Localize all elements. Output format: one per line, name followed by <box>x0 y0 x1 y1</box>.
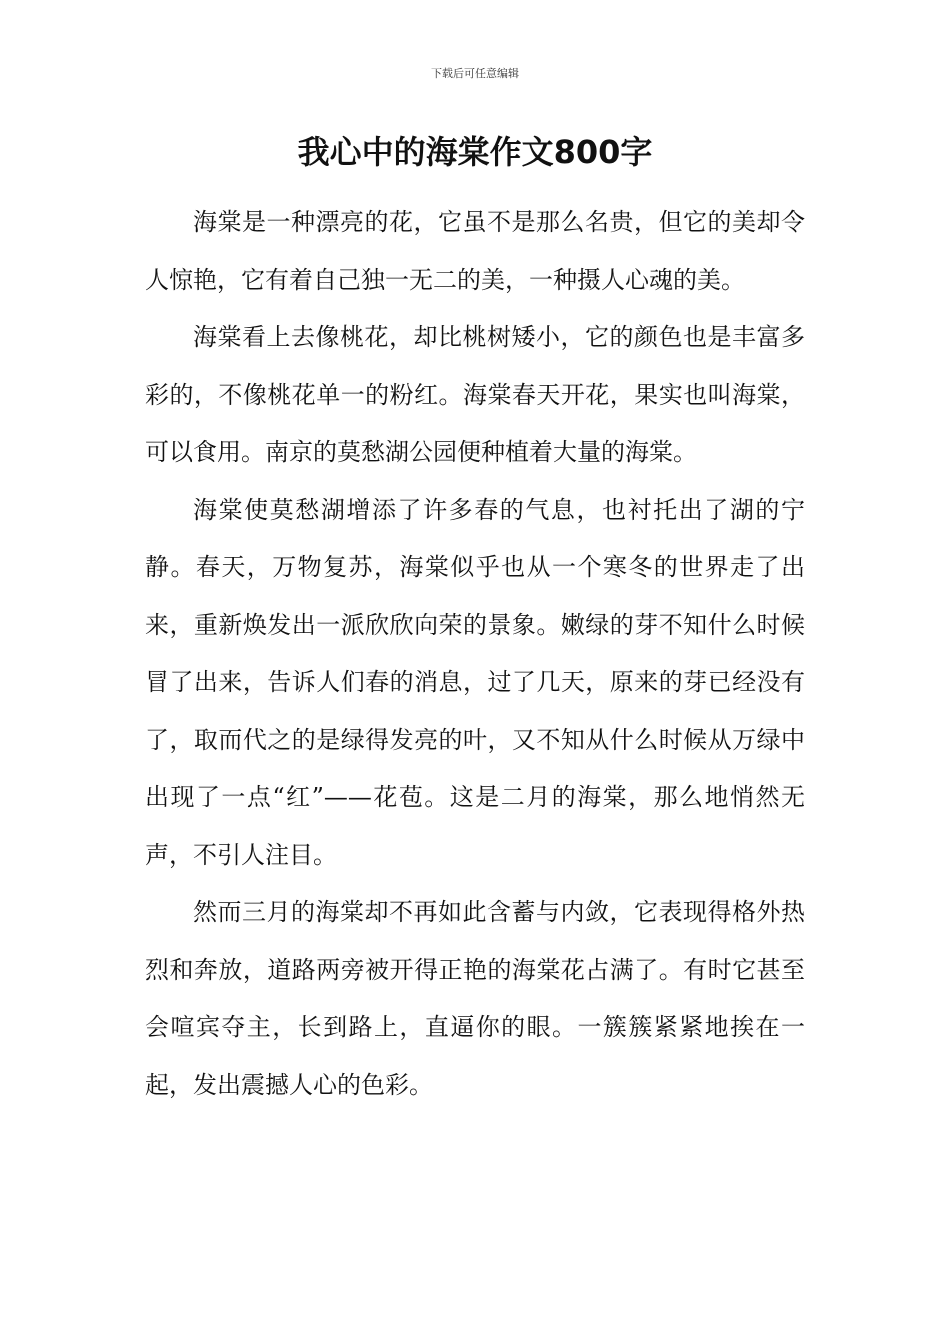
header-note: 下载后可任意编辑 <box>431 67 519 80</box>
paragraph-3: 海棠使莫愁湖增添了许多春的气息，也衬托出了湖的宁静。春天，万物复苏，海棠似乎也从一个寒冬的世界走了出来，重新焕发出一派欣欣向荣的景象。嫩绿的芽不知什么时候冒了出来，告诉人们春的消息，过了几天，原来的芽已经没有了，取而代之的是绿得发亮的叶，又不知从什么时候从万绿中出现了一点“红”——花苞。这是二月的海棠，那么地悄然无声，不引人注目。 <box>145 495 805 869</box>
document-body <box>145 194 805 1114</box>
paragraph-1: 海棠是一种漂亮的花，它虽不是那么名贵，但它的美却令人惊艳，它有着自己独一无二的美，一种摄人心魂的美。 <box>145 208 805 294</box>
paragraph-4: 然而三月的海棠却不再如此含蓄与内敛，它表现得格外热烈和奔放，道路两旁被开得正艳的海棠花占满了。有时它甚至会喧宾夺主，长到路上，直逼你的眼。一簇簇紧紧地挨在一起，发出震撼人心的色彩。 <box>145 898 805 1099</box>
document-title: 我心中的海棠作文800字 <box>297 133 653 171</box>
paragraph-2: 海棠看上去像桃花，却比桃树矮小，它的颜色也是丰富多彩的，不像桃花单一的粉红。海棠春天开花，果实也叫海棠，可以食用。南京的莫愁湖公园便种植着大量的海棠。 <box>145 323 805 466</box>
